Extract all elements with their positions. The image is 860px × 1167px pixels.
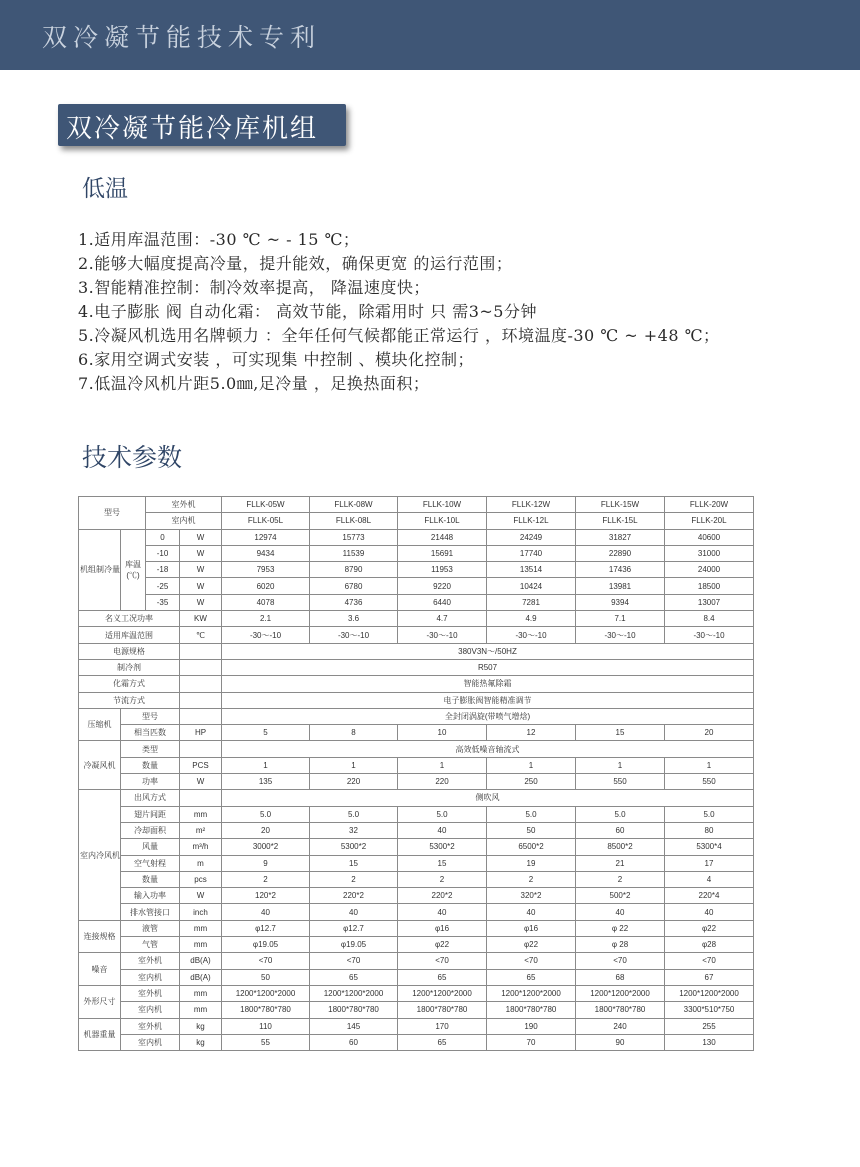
sub-label: 室外机 — [121, 1018, 180, 1034]
value-cell: <70 — [665, 953, 754, 969]
value-cell: 32 — [310, 822, 398, 838]
unit-cell — [180, 659, 222, 675]
table-row — [79, 627, 754, 643]
value-cell: 11953 — [398, 562, 487, 578]
model-label: 型号 — [79, 497, 146, 530]
value-cell: 4736 — [310, 594, 398, 610]
table-row — [79, 497, 754, 513]
value-cell: φ12.7 — [222, 920, 310, 936]
value-cell: <70 — [576, 953, 665, 969]
table-row — [79, 692, 754, 708]
value-cell: 6440 — [398, 594, 487, 610]
unit-cell — [180, 676, 222, 692]
outdoor-label: 室外机 — [146, 497, 222, 513]
sub-label: 冷却面积 — [121, 822, 180, 838]
span-value-cell: 电子膨胀阀智能精准调节 — [222, 692, 754, 708]
span-value-cell: 智能热氟除霜 — [222, 676, 754, 692]
value-cell: 7.1 — [576, 611, 665, 627]
sub-label: 数量 — [121, 871, 180, 887]
noise-label: 噪音 — [79, 953, 121, 986]
value-cell: <70 — [487, 953, 576, 969]
value-cell: 320*2 — [487, 888, 576, 904]
sub-label: 翅片间距 — [121, 806, 180, 822]
value-cell: 1800*780*780 — [487, 1002, 576, 1018]
unit-cell: KW — [180, 611, 222, 627]
unit-cell: W — [180, 562, 222, 578]
span-value-cell: 全封闭涡旋(带喷气增焓) — [222, 708, 754, 724]
dimensions-label: 外形尺寸 — [79, 985, 121, 1018]
value-cell: 220*2 — [310, 888, 398, 904]
value-cell: FLLK-05L — [222, 513, 310, 529]
value-cell: 500*2 — [576, 888, 665, 904]
value-cell: FLLK-08W — [310, 497, 398, 513]
value-cell: 250 — [487, 774, 576, 790]
value-cell: φ22 — [665, 920, 754, 936]
value-cell: 40 — [576, 904, 665, 920]
sub-label: 相当匹数 — [121, 725, 180, 741]
value-cell: 31000 — [665, 545, 754, 561]
unit-cell: mm — [180, 937, 222, 953]
value-cell: 1 — [665, 757, 754, 773]
value-cell: 68 — [576, 969, 665, 985]
value-cell: 15 — [310, 855, 398, 871]
unit-cell: W — [180, 578, 222, 594]
table-row — [79, 985, 754, 1001]
value-cell: 31827 — [576, 529, 665, 545]
value-cell: 18500 — [665, 578, 754, 594]
indoor-fan-label: 室内冷风机 — [79, 790, 121, 920]
value-cell: FLLK-05W — [222, 497, 310, 513]
unit-cell: dB(A) — [180, 969, 222, 985]
table-row — [79, 806, 754, 822]
indoor-label: 室内机 — [146, 513, 222, 529]
value-cell: 6500*2 — [487, 839, 576, 855]
value-cell: 40600 — [665, 529, 754, 545]
table-row — [79, 529, 754, 545]
table-row — [79, 741, 754, 757]
table-row — [79, 725, 754, 741]
value-cell: φ28 — [665, 937, 754, 953]
value-cell: 65 — [310, 969, 398, 985]
value-cell: 13007 — [665, 594, 754, 610]
value-cell: 4 — [665, 871, 754, 887]
value-cell: 8500*2 — [576, 839, 665, 855]
row-label: 节流方式 — [79, 692, 180, 708]
value-cell: 21 — [576, 855, 665, 871]
sub-label: 室外机 — [121, 953, 180, 969]
value-cell: 1200*1200*2000 — [398, 985, 487, 1001]
value-cell: 10424 — [487, 578, 576, 594]
value-cell: 255 — [665, 1018, 754, 1034]
value-cell: 2 — [222, 871, 310, 887]
table-row — [79, 920, 754, 936]
value-cell: -30～-10 — [487, 627, 576, 643]
value-cell: 24000 — [665, 562, 754, 578]
value-cell: 6780 — [310, 578, 398, 594]
unit-cell: kg — [180, 1018, 222, 1034]
value-cell: 130 — [665, 1034, 754, 1050]
value-cell: 5.0 — [222, 806, 310, 822]
span-value-cell: 380V3N～/50HZ — [222, 643, 754, 659]
value-cell: 4078 — [222, 594, 310, 610]
value-cell: 1200*1200*2000 — [222, 985, 310, 1001]
value-cell: -30～-10 — [398, 627, 487, 643]
row-label: 名义工况功率 — [79, 611, 180, 627]
value-cell: φ22 — [398, 937, 487, 953]
value-cell: 12974 — [222, 529, 310, 545]
span-value-cell: 高效低噪音轴流式 — [222, 741, 754, 757]
row-label: 化霜方式 — [79, 676, 180, 692]
capacity-sub-label: 库温(℃) — [121, 529, 146, 610]
sub-label: 型号 — [121, 708, 180, 724]
value-cell: 5 — [222, 725, 310, 741]
value-cell: 5300*4 — [665, 839, 754, 855]
value-cell: 40 — [310, 904, 398, 920]
value-cell: 1800*780*780 — [576, 1002, 665, 1018]
value-cell: FLLK-10L — [398, 513, 487, 529]
temp-cell: 0 — [146, 529, 180, 545]
table-row — [79, 888, 754, 904]
value-cell: -30～-10 — [665, 627, 754, 643]
value-cell: 50 — [222, 969, 310, 985]
sub-label: 室内机 — [121, 1002, 180, 1018]
table-row — [79, 611, 754, 627]
feature-list — [78, 228, 720, 396]
value-cell: 220*4 — [665, 888, 754, 904]
table-row — [79, 643, 754, 659]
value-cell: 90 — [576, 1034, 665, 1050]
sub-label: 输入功率 — [121, 888, 180, 904]
value-cell: 19 — [487, 855, 576, 871]
weight-label: 机器重量 — [79, 1018, 121, 1051]
value-cell: 8 — [310, 725, 398, 741]
value-cell: 50 — [487, 822, 576, 838]
header-bar — [0, 0, 860, 70]
product-title-badge — [58, 104, 346, 146]
feature-item: 7.低温冷风机片距5.0㎜,足冷量 ，足换热面积； — [78, 374, 430, 393]
value-cell: 2 — [487, 871, 576, 887]
unit-cell: ℃ — [180, 627, 222, 643]
unit-cell: HP — [180, 725, 222, 741]
feature-item: 5.冷凝风机选用名牌顿力 ：全年任何气候都能正常运行 ，环境温度-30 ℃ ~ +48 ℃； — [78, 326, 720, 345]
value-cell: 7281 — [487, 594, 576, 610]
value-cell: 4.9 — [487, 611, 576, 627]
value-cell: 12 — [487, 725, 576, 741]
unit-cell — [180, 708, 222, 724]
value-cell: -30～-10 — [310, 627, 398, 643]
value-cell: 240 — [576, 1018, 665, 1034]
table-row — [79, 757, 754, 773]
value-cell: φ 22 — [576, 920, 665, 936]
span-value-cell: R507 — [222, 659, 754, 675]
unit-cell: m³/h — [180, 839, 222, 855]
value-cell: FLLK-20W — [665, 497, 754, 513]
value-cell: <70 — [398, 953, 487, 969]
value-cell: 1200*1200*2000 — [576, 985, 665, 1001]
value-cell: 40 — [665, 904, 754, 920]
value-cell: 55 — [222, 1034, 310, 1050]
value-cell: <70 — [222, 953, 310, 969]
value-cell: 21448 — [398, 529, 487, 545]
value-cell: φ19.05 — [310, 937, 398, 953]
sub-label: 风量 — [121, 839, 180, 855]
sub-label: 排水管接口 — [121, 904, 180, 920]
temp-cell: -18 — [146, 562, 180, 578]
value-cell: 5300*2 — [398, 839, 487, 855]
value-cell: 15 — [398, 855, 487, 871]
table-row — [79, 839, 754, 855]
feature-item: 4.电子膨胀 阀 自动化霜： 高效节能，除霜用时 只 需3~5分钟 — [78, 302, 537, 321]
value-cell: φ 28 — [576, 937, 665, 953]
value-cell: 170 — [398, 1018, 487, 1034]
table-row — [79, 545, 754, 561]
value-cell: φ12.7 — [310, 920, 398, 936]
value-cell: 3300*510*750 — [665, 1002, 754, 1018]
unit-cell — [180, 790, 222, 806]
value-cell: 40 — [398, 822, 487, 838]
value-cell: 120*2 — [222, 888, 310, 904]
value-cell: 9394 — [576, 594, 665, 610]
table-row — [79, 513, 754, 529]
value-cell: 22890 — [576, 545, 665, 561]
value-cell: 2 — [398, 871, 487, 887]
value-cell: 550 — [576, 774, 665, 790]
sub-label: 空气射程 — [121, 855, 180, 871]
value-cell: 17740 — [487, 545, 576, 561]
sub-label: 室内机 — [121, 1034, 180, 1050]
value-cell: 5.0 — [487, 806, 576, 822]
value-cell: 70 — [487, 1034, 576, 1050]
value-cell: FLLK-15W — [576, 497, 665, 513]
value-cell: 40 — [398, 904, 487, 920]
table-row — [79, 904, 754, 920]
temp-cell: -25 — [146, 578, 180, 594]
compressor-label: 压缩机 — [79, 708, 121, 741]
section-title-specs: 技术参数 — [82, 443, 183, 472]
row-label: 制冷剂 — [79, 659, 180, 675]
value-cell: 60 — [310, 1034, 398, 1050]
value-cell: φ19.05 — [222, 937, 310, 953]
value-cell: FLLK-12W — [487, 497, 576, 513]
value-cell: φ16 — [398, 920, 487, 936]
value-cell: 67 — [665, 969, 754, 985]
table-row — [79, 562, 754, 578]
table-row — [79, 578, 754, 594]
value-cell: 1 — [310, 757, 398, 773]
value-cell: 3000*2 — [222, 839, 310, 855]
value-cell: 5.0 — [398, 806, 487, 822]
table-row — [79, 594, 754, 610]
value-cell: 1 — [222, 757, 310, 773]
table-row — [79, 1002, 754, 1018]
pipes-label: 连接规格 — [79, 920, 121, 953]
unit-cell: m — [180, 855, 222, 871]
unit-cell: mm — [180, 806, 222, 822]
value-cell: FLLK-08L — [310, 513, 398, 529]
value-cell: 190 — [487, 1018, 576, 1034]
value-cell: -30～-10 — [222, 627, 310, 643]
table-row — [79, 1018, 754, 1034]
row-label: 电源规格 — [79, 643, 180, 659]
sub-label: 气管 — [121, 937, 180, 953]
table-row — [79, 1034, 754, 1050]
value-cell: 5.0 — [310, 806, 398, 822]
value-cell: 80 — [665, 822, 754, 838]
value-cell: 60 — [576, 822, 665, 838]
value-cell: 1800*780*780 — [222, 1002, 310, 1018]
unit-cell: W — [180, 545, 222, 561]
table-row — [79, 822, 754, 838]
sub-label: 出风方式 — [121, 790, 180, 806]
unit-cell: kg — [180, 1034, 222, 1050]
value-cell: 135 — [222, 774, 310, 790]
value-cell: 9434 — [222, 545, 310, 561]
value-cell: 65 — [398, 969, 487, 985]
unit-cell: inch — [180, 904, 222, 920]
capacity-label: 机组制冷量 — [79, 529, 121, 610]
table-row — [79, 937, 754, 953]
value-cell: 220 — [310, 774, 398, 790]
table-row — [79, 790, 754, 806]
temp-cell: -10 — [146, 545, 180, 561]
value-cell: 1 — [398, 757, 487, 773]
unit-cell: mm — [180, 1002, 222, 1018]
table-row — [79, 659, 754, 675]
value-cell: 40 — [222, 904, 310, 920]
value-cell: 220 — [398, 774, 487, 790]
value-cell: 145 — [310, 1018, 398, 1034]
table-row — [79, 774, 754, 790]
value-cell: 5300*2 — [310, 839, 398, 855]
value-cell: 6020 — [222, 578, 310, 594]
value-cell: 1 — [576, 757, 665, 773]
value-cell: 20 — [222, 822, 310, 838]
value-cell: 4.7 — [398, 611, 487, 627]
value-cell: φ22 — [487, 937, 576, 953]
value-cell: FLLK-12L — [487, 513, 576, 529]
header-title: 双冷凝节能技术专利 — [42, 23, 322, 52]
unit-cell: W — [180, 888, 222, 904]
value-cell: 40 — [487, 904, 576, 920]
value-cell: 110 — [222, 1018, 310, 1034]
table-row — [79, 953, 754, 969]
sub-label: 液管 — [121, 920, 180, 936]
table-row — [79, 676, 754, 692]
sub-label: 室外机 — [121, 985, 180, 1001]
value-cell: 15 — [576, 725, 665, 741]
spec-table — [78, 496, 754, 1051]
value-cell: -30～-10 — [576, 627, 665, 643]
value-cell: 2.1 — [222, 611, 310, 627]
cond-fan-label: 冷凝风机 — [79, 741, 121, 790]
value-cell: 13981 — [576, 578, 665, 594]
table-row — [79, 855, 754, 871]
table-row — [79, 871, 754, 887]
value-cell: 9220 — [398, 578, 487, 594]
unit-cell: pcs — [180, 871, 222, 887]
unit-cell: W — [180, 529, 222, 545]
unit-cell: PCS — [180, 757, 222, 773]
value-cell: 10 — [398, 725, 487, 741]
value-cell: FLLK-20L — [665, 513, 754, 529]
sub-label: 室内机 — [121, 969, 180, 985]
value-cell: 3.6 — [310, 611, 398, 627]
value-cell: 13514 — [487, 562, 576, 578]
unit-cell: m² — [180, 822, 222, 838]
product-title: 双冷凝节能冷库机组 — [66, 114, 319, 144]
value-cell: FLLK-15L — [576, 513, 665, 529]
value-cell: <70 — [310, 953, 398, 969]
value-cell: 2 — [310, 871, 398, 887]
value-cell: 20 — [665, 725, 754, 741]
feature-item: 6.家用空调式安装 ，可实现集 中控制 、模块化控制； — [78, 350, 475, 369]
unit-cell — [180, 692, 222, 708]
sub-label: 功率 — [121, 774, 180, 790]
value-cell: FLLK-10W — [398, 497, 487, 513]
value-cell: φ16 — [487, 920, 576, 936]
feature-item: 3.智能精准控制：制冷效率提高， 降温速度快； — [78, 278, 430, 297]
value-cell: 7953 — [222, 562, 310, 578]
value-cell: 1200*1200*2000 — [665, 985, 754, 1001]
value-cell: 1800*780*780 — [398, 1002, 487, 1018]
value-cell: 5.0 — [665, 806, 754, 822]
value-cell: 9 — [222, 855, 310, 871]
unit-cell: W — [180, 774, 222, 790]
unit-cell — [180, 741, 222, 757]
value-cell: 220*2 — [398, 888, 487, 904]
value-cell: 65 — [398, 1034, 487, 1050]
value-cell: 17 — [665, 855, 754, 871]
value-cell: 5.0 — [576, 806, 665, 822]
row-label: 适用库温范围 — [79, 627, 180, 643]
table-row — [79, 969, 754, 985]
feature-item: 2.能够大幅度提高冷量，提升能效，确保更宽 的运行范围； — [78, 254, 513, 273]
value-cell: 2 — [576, 871, 665, 887]
value-cell: 8.4 — [665, 611, 754, 627]
unit-cell — [180, 643, 222, 659]
value-cell: 65 — [487, 969, 576, 985]
value-cell: 24249 — [487, 529, 576, 545]
section-title-low-temp: 低温 — [82, 176, 128, 202]
temp-cell: -35 — [146, 594, 180, 610]
sub-label: 类型 — [121, 741, 180, 757]
value-cell: 11539 — [310, 545, 398, 561]
value-cell: 17436 — [576, 562, 665, 578]
value-cell: 8790 — [310, 562, 398, 578]
value-cell: 15691 — [398, 545, 487, 561]
unit-cell: mm — [180, 920, 222, 936]
unit-cell: W — [180, 594, 222, 610]
value-cell: 1 — [487, 757, 576, 773]
value-cell: 1200*1200*2000 — [310, 985, 398, 1001]
sub-label: 数量 — [121, 757, 180, 773]
value-cell: 1200*1200*2000 — [487, 985, 576, 1001]
value-cell: 15773 — [310, 529, 398, 545]
value-cell: 1800*780*780 — [310, 1002, 398, 1018]
table-row — [79, 708, 754, 724]
unit-cell: dB(A) — [180, 953, 222, 969]
span-value-cell: 侧吹风 — [222, 790, 754, 806]
feature-item: 1.适用库温范围：-30 ℃ ~ - 15 ℃； — [78, 230, 360, 249]
unit-cell: mm — [180, 985, 222, 1001]
value-cell: 550 — [665, 774, 754, 790]
